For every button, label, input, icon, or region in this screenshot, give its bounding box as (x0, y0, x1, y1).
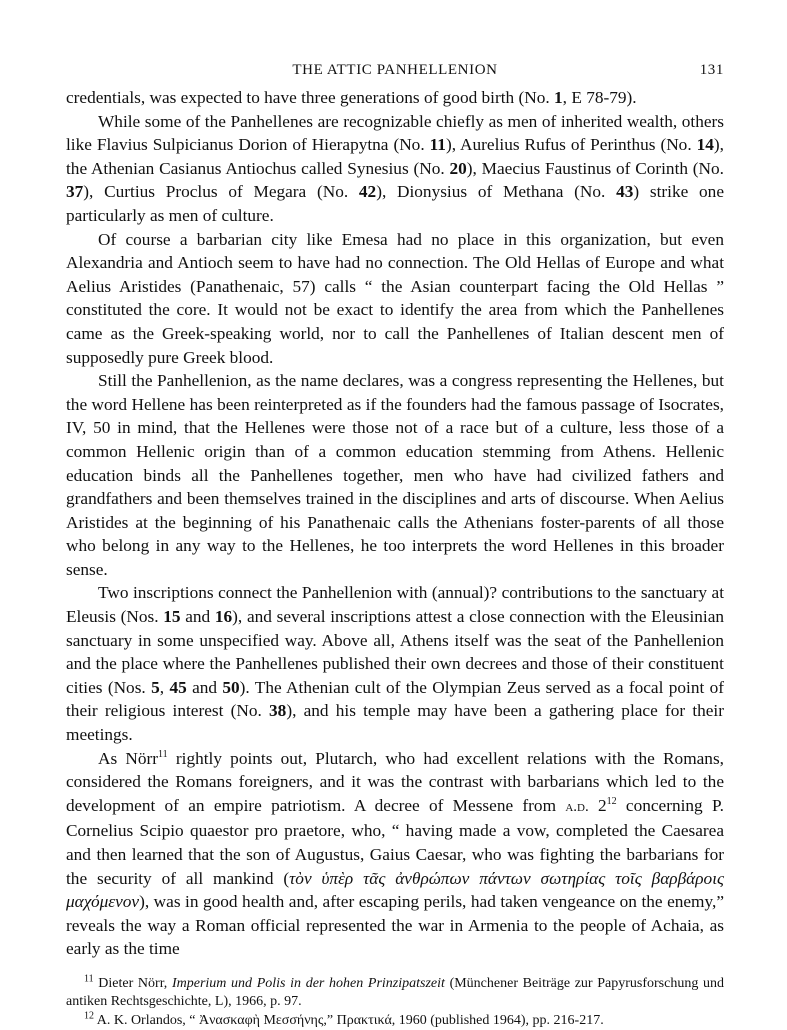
footnotes (66, 975, 724, 1030)
paragraph-1: credentials, was expected to have three generations of good birth (No. 1, E 78-79). (66, 88, 637, 107)
paragraph-5: Two inscriptions connect the Panhellenion with (annual)? contributions to the sanctuary at Eleusis (Nos. 15 and 16), and several inscriptions attest a close connection with the Eleusinian sanctuary in some unspecified way. Above all, Athens itself was the seat of the Panhellenion and the place where the Panhellenes published their own decrees and those of their constituent cities (Nos. 5, 45 and 50). The Athenian cult of the Olympian Zeus served as a focal point of their religious interest (No. 38), and his temple may have been a gathering place for their meetings. (66, 583, 725, 745)
footnote-12: $^{12}$ A. K. Orlandos, “ Ἀνασκαφὴ Μεσσήνης,” Πρακτικά, 1960 (published 1964), pp. 216-217. (84, 1010, 604, 1028)
paragraph-4: Still the Panhellenion, as the name declares, was a congress representing the Hellenes, but the word Hellene has been reinterpreted as if the founders had the famous passage of Isocrates, IV, 50 in mind, that the Hellenes were those not of a race but of a culture, less those of a common Hellenic origin than of a common education stemming from Athens. Hellenic education binds all the Panhellenes together, men who have had civilized fathers and grandfathers and been themselves trained in the disciplines and arts of discourse. When Aelius Aristides at the beginning of his Panathenaic calls the Athenians foster-parents of all those who belong in any way to the Hellenes, he too interprets the word Hellenes in this broader sense. (66, 371, 724, 579)
page (66, 60, 724, 1030)
paragraph-6: As Nörr$^{11}$ rightly points out, Plutarch, who had excellent relations with the Romans, considered the Romans foreigners, and it was the contrast with barbarians which led to the development of an empire patriotism. A decree of Messene from a.d. $2^{12}$ concerning P. Cornelius Scipio quaestor pro praetore, who, “ having made a vow, completed the Caesarea and then learned that the son of Augustus, Gaius Caesar, who was fighting the barbarians for the security of all mankind (τὸν ὑπὲρ τᾶς ἀνθρώπων πάντων σωτηρίας τοῖς βαρβάροις μαχόμενον), was in good health and, after escaping perils, had taken vengeance on the enemy,” reveals the way a Roman official represented the war in Armenia to the people of Achaia, as early as the time (66, 748, 725, 959)
running-head (66, 60, 724, 86)
footnote-11: $^{11}$ Dieter Nörr, Imperium und Polis in der hohen Prinzipatszeit (Münchener Beiträge zur Papyrusforschung und antiken Rechtsgeschichte, L), 1966, p. 97. (66, 973, 724, 1010)
page-number: 131 (699, 62, 724, 78)
body-text (66, 86, 724, 961)
paragraph-3: Of course a barbarian city like Emesa had no place in this organization, but even Alexandria and Antioch seem to have had no connection. The Old Hellas of Europe and what Aelius Aristides (Panathenaic, 57) calls “ the Asian counterpart facing the Old Hellas ” constituted the core. It would not be exact to identify the area from which the Panhellenes came as the Greek-speaking world, nor to call the Panhellenes of Italian descent men of supposedly pure Greek blood. (66, 229, 724, 367)
paragraph-2: While some of the Panhellenes are recognizable chiefly as men of inherited wealth, others like Flavius Sulpicianus Dorion of Hierapytna (No. 11), Aurelius Rufus of Perinthus (No. 14), the Athenian Casianus Antiochus called Synesius (No. 20), Maecius Faustinus of Corinth (No. 37), Curtius Proclus of Megara (No. 42), Dionysius of Methana (No. 43) strike one particularly as men of culture. (66, 111, 724, 225)
running-title: THE ATTIC PANHELLENION (292, 62, 498, 78)
